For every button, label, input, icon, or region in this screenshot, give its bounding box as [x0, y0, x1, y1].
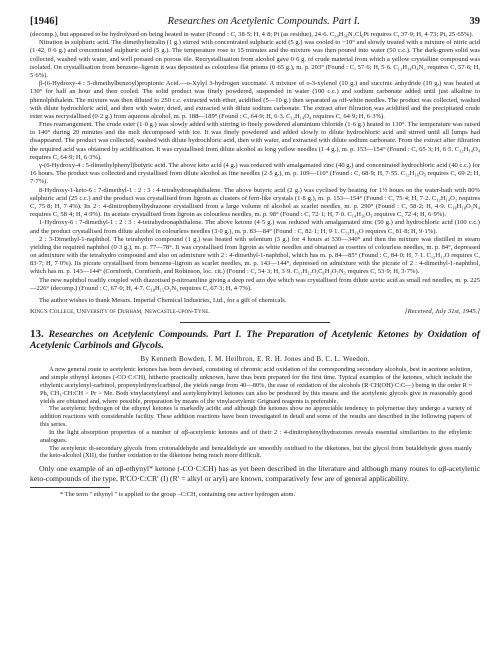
- body-paragraph: Nitration in sulphuric acid. The dimethyltetralin (1 g.) stirred with concentrated sulphuric acid (5 g.) was cooled to −10° and slowly treated with a mixture of nitric acid (1·42, 0·6 g.) and concentrated sulphuric acid (5 g.). The temperature rose to 15 minutes and the mixture was then poured into water (50 c.c.). The dark-green solid was collected, washed with water, and well pressed on porous tile. Recrystallisation from alcohol gave 0·6 g. of crude material from which a yellow crystalline compound was isolated. On crystallisation from benzene–ligroin it was deposited as colourless flat prisms (0·65 g.), m. p. 203° (Found : C, 57·6; H, 5·6. C₁₂H₁₄O₄N₂ requires C, 57·6; H, 5·6%).: [30, 39, 480, 79]
- body-paragraph: γ-(6-Hydroxy-4 : 5-dimethylphenyl)butyric acid. The above keto acid (4 g.) was reduced with amalgamated zinc (40 g.) and concentrated hydrochloric acid (40 c.c.) for 16 hours. The product was collected and crystallised from dilute alcohol as fine needles (2·5 g.), m. p. 109—110° (Found : C, 68·9; H, 7·55. C₁₂H₁₆O₃ requires C, 69·2; H, 7·7%).: [30, 162, 480, 186]
- intro-paragraph: Only one example of an αβ-ethynyl* ketone (-CO·C:CH) has as yet been described in the literature and although many routes to αβ-acetylenic keto-compounds of the type, R'CO·C:CR' (I) (R' = alkyl or aryl) are known, comparatively few are of general applicability.: [30, 464, 480, 483]
- body-paragraph: The new naphthol readily coupled with diazotised p-nitroaniline giving a deep red azo dye which was crystallised from dilute acetic acid as small red needles, m. p. 225—226° (decomp.) (Found : C, 67·0; H, 4·7. C₁₈H₁₅O₃N₃ requires C, 67·3; H, 4·7%).: [30, 276, 480, 292]
- signoff: [30, 307, 480, 316]
- article-intro: [30, 464, 480, 483]
- received-date: [Received, July 31st, 1945.]: [404, 308, 480, 316]
- previous-article-body: [30, 31, 480, 305]
- running-title: Researches on Acetylenic Compounds. Part I.: [167, 16, 360, 27]
- article-title-block: [30, 329, 480, 351]
- article-abstract: [30, 366, 480, 460]
- page-header: [30, 16, 480, 27]
- article-number: 13.: [30, 328, 44, 341]
- abstract-paragraph: In the light absorption properties of a number of αβ-acetylenic ketones and of their 2 : 4-dinitrophenylhydrazones reveals essential similarities to the ethylenic analogues.: [40, 428, 472, 444]
- abstract-paragraph: A new general route to acetylenic ketones has been devised, consisting of chromic acid oxidation of the corresponding secondary alcohols, best in acetone solution, and simple ethynyl ketones (-CO·C:CH), hitherto practically unknown, have thus been prepared for the first time. Typical examples of the ketones, which include the ethylenic acetylenyl-carbinol, propenylethynylcarbinol, the yields range from 40—80%, the ease of oxidation of the alcohols (R·CH(OH)·C:C—) being in the order R = Ph, CH₃·CH:CH > Pr > Me. Both vinylacetylenyl and acetylenylvinyl ketones can also be produced by this means and the acetylenic glycols give in reasonably good yields are obtained and, where possible, preparation by means of the vinylacetylenic Grignard reagents is preferable.: [40, 366, 472, 405]
- body-paragraph: (decomp.), but appeared to be hydrolysed on being heated in water (Found : C, 38·5; H, 4·8; Pt (as residue), 24·6. C₂₄H₃₆N₂Cl₆Pt requires C, 37·9; H, 4·73; Pt, 25·65%).: [30, 31, 474, 38]
- journal-year: [1946]: [30, 16, 58, 27]
- body-paragraph: 8-Hydroxy-1-keto-6 : 7-dimethyl-1 : 2 : 3 : 4-tetrahydronaphthalene. The above butyric acid (2 g.) was cyclised by heating for 1½ hours on the water-bath with 80% sulphuric acid (25 c.c.) and the product was crystallised from ligroin as clusters of fern-like crystals (1·8 g.), m. p. 153—154° (Found : C, 75·4; H, 7·2. C₁₂H₁₄O₂ requires C, 75·8; H, 7·4%). Its 2 : 4-dinitrophenylhydrazone crystallised from a large volume of alcohol as scarlet needles, m. p. 290° (Found : C, 58·2; H, 4·9. C₁₈H₁₈O₅N₄ requires C, 58·4; H, 4·9%). Its acetate crystallised from ligroin as colourless needles, m. p. 98° (Found : C, 72·1; H, 7·0. C₁₄H₁₆O₃ requires C, 72·4; H, 6·9%).: [30, 186, 480, 219]
- abstract-paragraph: The acetylenic di-secondary glycols from crotonaldehyde and benzaldehyde are smoothly oxidised to the diketones, but the glycol from butaldehyde gives mainly the keto-alcohol (XII), the further oxidation to the diketone being much more difficult.: [40, 444, 472, 460]
- body-paragraph: 2 : 3-Dimethyl-1-naphthol. The tetrahydro compound (1 g.) was heated with selenium (3 g.) for 4 hours at 330—340° and then the mixture was distilled in steam yielding the required naphthol (0·3 g.), m. p. 77—78°. It was crystallised from ligroin as white needles and obtained as rosettes of colourless needles, m. p. 84°, depressed on admixture with the tetrahydro compound and also on admixture with 2 : 4-dimethyl-1-naphthol, which has m. p. 84—85° (Found : C, 84·0; H, 7·1. C₁₂H₁₂O requires C, 83·7; H, 7·0%). Its picrate crystallised from benzene–ligroin as scarlet needles, m. p. 143—144°, depressed on admixture with the picrate of 2 : 4-dimethyl-1-naphthol, which has m. p. 143—144° (Cornforth, Cornforth, and Robinson, loc. cit.) (Found : C, 54·3; H, 3·9. C₁₂H₁₂O,C₆H₃O₇N₃ requires C, 53·9; H, 3·7%).: [30, 235, 480, 276]
- acknowledgement: The author wishes to thank Messrs. Imperial Chemical Industries, Ltd., for a gift of chemicals.: [39, 297, 287, 304]
- body-paragraph: 1-Hydroxy-6 : 7-dimethyl-1 : 2 : 3 : 4-tetrahydronaphthalene. The above ketone (4·5 g.) was reduced with amalgamated zinc (50 g.) and hydrochloric acid (100 c.c.) and the product crystallised from dilute alcohol in colourless needles (3·0 g.), m. p. 83—84° (Found : C, 82·1; H, 9·1. C₁₂H₁₆O requires C, 81·8; H, 9·1%).: [30, 219, 480, 235]
- article-title: Researches on Acetylenic Compounds. Part I. The Preparation of Acetylenic Ketones by Oxidation of Acetylenic Carbinols and Glycols.: [30, 329, 480, 352]
- institution-address: King's College, University of Durham, Newcastle-upon-Tyne.: [30, 308, 210, 316]
- footnote: * The term " ethynyl " is applied to the group –C:CH, containing one active hydrogen atom.: [60, 490, 296, 498]
- article-authors: By Kenneth Bowden, I. M. Heilbron, E. R. H. Jones and B. C. L. Weedon.: [140, 355, 370, 364]
- footnote-rule: [30, 487, 110, 488]
- body-paragraph: β-(6-Hydroxy-4 : 5-dimethylbenzoyl)propionic Acid.—o-Xylyl 3-hydrogen succinate. A mixture of o-3-xylenol (10 g.) and succinic anhydride (10 g.) was heated at 130° for half an hour and then cooled. The solid product was finely powdered, suspended in water (100 c.c.) and sodium carbonate added until just alkaline to phenolphthalein. The mixture was then diluted to 250 c.c. extracted with ether, acidified (5—10 g.) then separated as off-white needles. The product was collected, washed with dilute hydrochloric acid, and then with water, dried, and extracted with dilute sodium carbonate. The extract after filtration was acidified and the precipitated crude ester was recrystallised (0·2 g.) from aqueous alcohol, m. p. 188—189° (Found : C, 64·9; H, 6·3. C₁₂H₁₄O₄ requires C, 64·9; H, 6·3%).: [30, 80, 480, 120]
- abstract-paragraph: The acetylenic hydrogen of the ethynyl ketones is markedly acidic and although the ketones show no appreciable tendency to polymerise they undergo a variety of addition reactions with considerable facility. These addition reactions have been investigated in detail and some of the results are described in the following papers of this series.: [40, 405, 472, 429]
- page-number: 39: [469, 16, 480, 27]
- article-divider: [180, 322, 330, 323]
- body-paragraph: Fries rearrangement. The crude ester (1·0 g.) was slowly added with stirring to finely powdered aluminium chloride (1·6 g.) heated to 130°. The temperature was raised to 140° during 20 minutes and the melt decomposed with ice. It was finely powdered and added slowly to dilute hydrochloric acid and stirred until all lumps had disappeared. The product was collected, washed with dilute hydrochloric acid, then with water, and extracted with dilute sodium carbonate. From the extract after filtration the required acid was obtained by acidification. It was crystallised from dilute alcohol as long yellow needles (1·4 g.), m. p. 153—154° (Found : C, 65·3; H, 6·5. C₁₂H₁₄O₄ requires C, 64·9; H, 6·3%).: [30, 121, 480, 161]
